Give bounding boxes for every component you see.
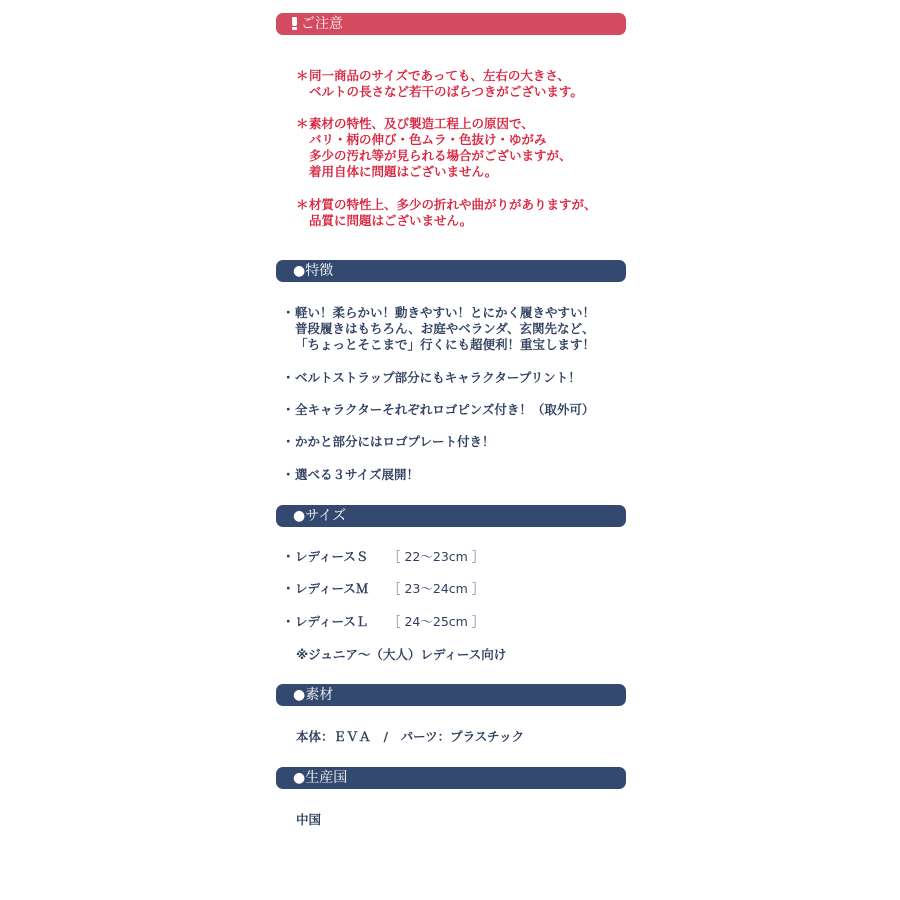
caution-note-1: ＊同一商品のサイズであっても、左右の大きさ、 ベルトの長さなど若干のばらつきがございます。	[296, 68, 583, 99]
material-text: 本体：ＥＶＡ / パーツ：プラスチック	[296, 729, 525, 744]
caution-title: ご注意	[301, 16, 343, 32]
asterisk-icon: ＊	[296, 68, 309, 83]
caution-header	[276, 13, 626, 35]
asterisk-icon: ＊	[296, 116, 309, 131]
features-title: ●特徴	[293, 263, 334, 279]
sizes-title: ●サイズ	[293, 508, 347, 524]
origin-title: ●生産国	[293, 770, 348, 786]
size-item: ・レディースＳ ［ 22〜23cm ］	[282, 549, 485, 564]
material-header	[276, 684, 626, 706]
feature-item: ・軽い！柔らかい！動きやすい！とにかく履きやすい！ 普段履きはもちろん、お庭やベランダ、玄関先など、 「ちょっとそこまで」行くにも超便利！重宝します！	[282, 305, 596, 352]
feature-item: ・ベルトストラップ部分にもキャラクタープリント！	[282, 370, 581, 385]
size-item: ・レディースＬ ［ 24〜25cm ］	[282, 614, 485, 629]
feature-item: ・全キャラクターそれぞれロゴピンズ付き！（取外可）	[282, 402, 595, 417]
asterisk-icon: ＊	[296, 197, 309, 212]
origin-text: 中国	[296, 812, 322, 827]
material-title: ●素材	[293, 687, 334, 703]
feature-item: ・かかと部分にはロゴプレート付き！	[282, 434, 495, 449]
feature-item: ・選べる３サイズ展開！	[282, 467, 420, 482]
caution-note-2: ＊素材の特性、及び製造工程上の原因で、 バリ・柄の伸び・色ムラ・色抜け・ゆがみ 多少の汚れ等が見られる場合がございますが、 着用自体に問題はございません。	[296, 116, 572, 179]
caution-note-3: ＊材質の特性上、多少の折れや曲がりがありますが、 品質に問題はございません。	[296, 197, 597, 228]
origin-header	[276, 767, 626, 789]
size-item: ・レディースＭ ［ 23〜24cm ］	[282, 581, 485, 596]
sizes-header	[276, 505, 626, 527]
features-header	[276, 260, 626, 282]
size-note: ※ジュニア〜（大人）レディース向け	[296, 647, 507, 662]
exclamation-icon	[292, 17, 297, 30]
